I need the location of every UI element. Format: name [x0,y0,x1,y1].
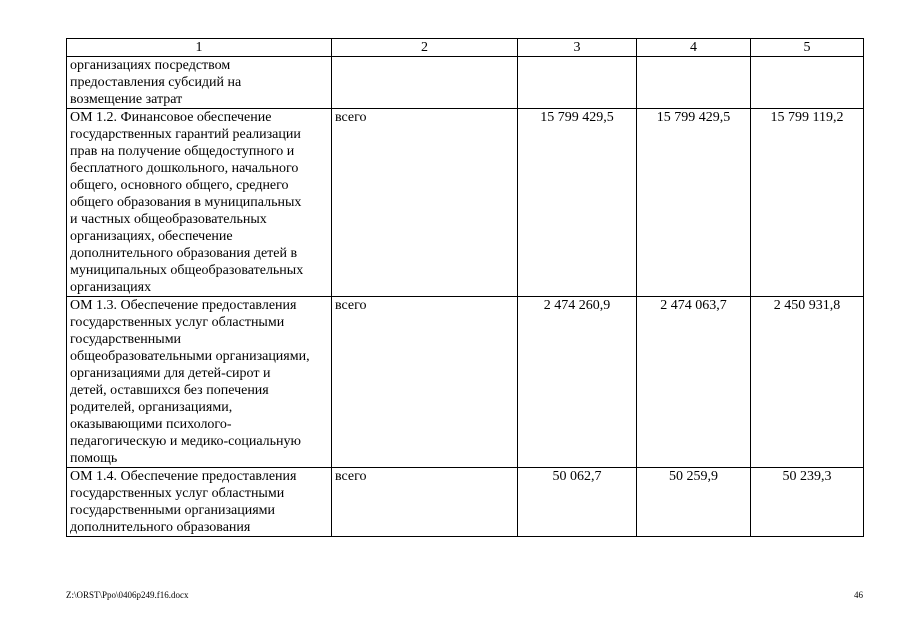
row-value-3 [751,57,864,109]
row-value-3: 2 450 931,8 [751,297,864,468]
table-header-row [67,39,864,57]
row-value-1 [518,57,637,109]
header-col-5: 5 [751,39,864,57]
row-unit: всего [332,468,518,537]
row-value-2 [637,57,751,109]
header-col-1: 1 [67,39,332,57]
row-value-2: 15 799 429,5 [637,109,751,297]
budget-table [66,38,864,537]
header-col-2: 2 [332,39,518,57]
table-row [67,57,864,109]
row-unit [332,57,518,109]
row-unit: всего [332,109,518,297]
table-row [67,297,864,468]
row-value-2: 50 259,9 [637,468,751,537]
row-value-3: 50 239,3 [751,468,864,537]
row-value-1: 15 799 429,5 [518,109,637,297]
row-name: организациях посредством предоставления субсидий на возмещение затрат [67,57,332,109]
row-value-1: 2 474 260,9 [518,297,637,468]
row-value-3: 15 799 119,2 [751,109,864,297]
row-unit: всего [332,297,518,468]
row-value-2: 2 474 063,7 [637,297,751,468]
table-row [67,109,864,297]
header-col-4: 4 [637,39,751,57]
row-value-1: 50 062,7 [518,468,637,537]
footer-file-path: Z:\ORST\Ppo\0406p249.f16.docx [66,590,189,600]
header-col-3: 3 [518,39,637,57]
page-number: 46 [854,590,863,600]
row-name: ОМ 1.3. Обеспечение предоставления государственных услуг областными государственными общеобразовательными организациями, организациями для детей-сирот и детей, оставшихся без попечения родителей, организациями, оказывающими психолого- педагогическую и медико-социальную помощь [67,297,332,468]
table-row [67,468,864,537]
row-name: ОМ 1.2. Финансовое обеспечение государственных гарантий реализации прав на получение общедоступного и бесплатного дошкольного, начального общего, основного общего, среднего общего образования в муниципальных и частных общеобразовательных организациях, обеспечение дополнительного образования детей в муниципальных общеобразовательных организациях [67,109,332,297]
row-name: ОМ 1.4. Обеспечение предоставления государственных услуг областными государственными организациями дополнительного образования [67,468,332,537]
